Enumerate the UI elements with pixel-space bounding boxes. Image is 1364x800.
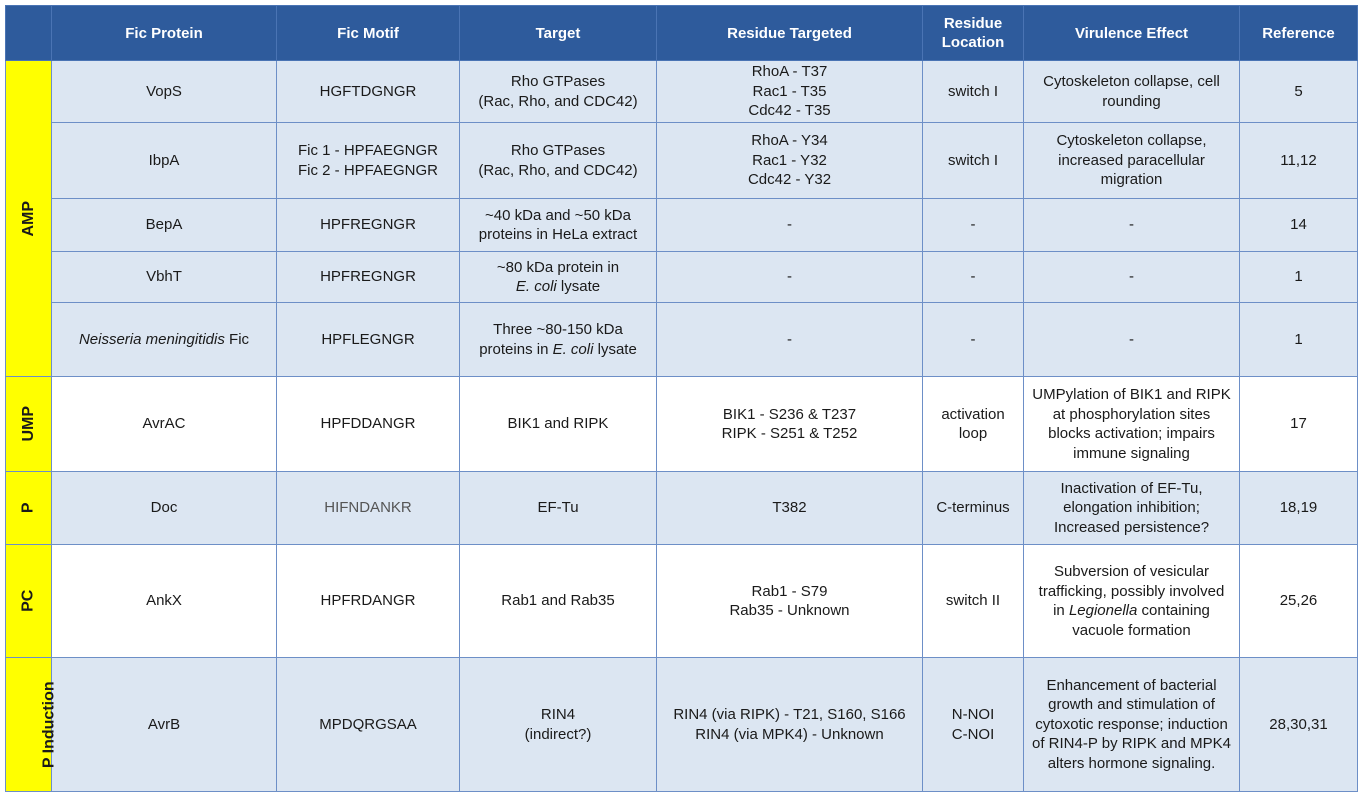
cell-effect: Subversion of vesicular trafficking, possibly involved in Legionella containing vacuole formation <box>1024 545 1240 658</box>
cell-reference: 28,30,31 <box>1240 658 1358 792</box>
cell-motif: HIFNDANKR <box>277 472 460 545</box>
cell-location: switch I <box>923 61 1024 123</box>
header-residue-location: Residue Location <box>923 6 1024 61</box>
cell-target: Rho GTPases (Rac, Rho, and CDC42) <box>460 123 657 199</box>
header-corner <box>6 6 52 61</box>
cell-reference: 11,12 <box>1240 123 1358 199</box>
fic-protein-table <box>5 5 1358 792</box>
cell-residue: Rab1 - S79 Rab35 - Unknown <box>657 545 923 658</box>
cell-location: - <box>923 199 1024 252</box>
cell-location: switch I <box>923 123 1024 199</box>
group-label-amp: AMP <box>6 61 52 377</box>
cell-target: BIK1 and RIPK <box>460 377 657 472</box>
table-row <box>6 658 1358 792</box>
cell-effect: - <box>1024 303 1240 377</box>
cell-motif: HPFDDANGR <box>277 377 460 472</box>
group-label-p-induction: P Induction <box>6 658 52 792</box>
cell-protein: AnkX <box>52 545 277 658</box>
cell-effect: UMPylation of BIK1 and RIPK at phosphorylation sites blocks activation; impairs immune signaling <box>1024 377 1240 472</box>
cell-target: RIN4 (indirect?) <box>460 658 657 792</box>
cell-residue: - <box>657 252 923 303</box>
cell-residue: - <box>657 303 923 377</box>
cell-effect: - <box>1024 199 1240 252</box>
cell-target: ~40 kDa and ~50 kDa proteins in HeLa extract <box>460 199 657 252</box>
cell-location: - <box>923 252 1024 303</box>
cell-motif: MPDQRGSAA <box>277 658 460 792</box>
cell-motif: HPFRDANGR <box>277 545 460 658</box>
group-label-pc: PC <box>6 545 52 658</box>
table-row <box>6 252 1358 303</box>
header-virulence-effect: Virulence Effect <box>1024 6 1240 61</box>
table-row <box>6 123 1358 199</box>
cell-residue: - <box>657 199 923 252</box>
cell-motif: Fic 1 - HPFAEGNGR Fic 2 - HPFAEGNGR <box>277 123 460 199</box>
table-row <box>6 545 1358 658</box>
cell-location: - <box>923 303 1024 377</box>
cell-target: Rho GTPases (Rac, Rho, and CDC42) <box>460 61 657 123</box>
cell-protein: Doc <box>52 472 277 545</box>
cell-target: Rab1 and Rab35 <box>460 545 657 658</box>
cell-location: N-NOI C-NOI <box>923 658 1024 792</box>
cell-reference: 17 <box>1240 377 1358 472</box>
cell-effect: - <box>1024 252 1240 303</box>
header-fic-protein: Fic Protein <box>52 6 277 61</box>
cell-reference: 1 <box>1240 252 1358 303</box>
cell-effect: Cytoskeleton collapse, increased paracellular migration <box>1024 123 1240 199</box>
table-row <box>6 303 1358 377</box>
table-row <box>6 199 1358 252</box>
cell-target: Three ~80-150 kDa proteins in E. coli lysate <box>460 303 657 377</box>
cell-motif: HPFREGNGR <box>277 199 460 252</box>
cell-protein: BepA <box>52 199 277 252</box>
cell-location: switch II <box>923 545 1024 658</box>
cell-protein: IbpA <box>52 123 277 199</box>
cell-motif: HPFLEGNGR <box>277 303 460 377</box>
group-label-p: P <box>6 472 52 545</box>
cell-reference: 5 <box>1240 61 1358 123</box>
header-fic-motif: Fic Motif <box>277 6 460 61</box>
header-reference: Reference <box>1240 6 1358 61</box>
header-residue-targeted: Residue Targeted <box>657 6 923 61</box>
cell-effect: Inactivation of EF-Tu, elongation inhibition; Increased persistence? <box>1024 472 1240 545</box>
cell-location: C-terminus <box>923 472 1024 545</box>
cell-residue: RhoA - T37 Rac1 - T35 Cdc42 - T35 <box>657 61 923 123</box>
cell-effect: Cytoskeleton collapse, cell rounding <box>1024 61 1240 123</box>
cell-residue: RhoA - Y34 Rac1 - Y32 Cdc42 - Y32 <box>657 123 923 199</box>
cell-location: activation loop <box>923 377 1024 472</box>
group-label-ump: UMP <box>6 377 52 472</box>
cell-protein: AvrB <box>52 658 277 792</box>
cell-reference: 25,26 <box>1240 545 1358 658</box>
cell-protein: Neisseria meningitidis Fic <box>52 303 277 377</box>
cell-reference: 1 <box>1240 303 1358 377</box>
cell-residue: RIN4 (via RIPK) - T21, S160, S166 RIN4 (via MPK4) - Unknown <box>657 658 923 792</box>
cell-protein: VbhT <box>52 252 277 303</box>
cell-motif: HPFREGNGR <box>277 252 460 303</box>
cell-reference: 18,19 <box>1240 472 1358 545</box>
cell-effect: Enhancement of bacterial growth and stimulation of cytoxotic response; induction of RIN4-P by RIPK and MPK4 alters hormone signaling. <box>1024 658 1240 792</box>
table-row <box>6 377 1358 472</box>
cell-target: EF-Tu <box>460 472 657 545</box>
cell-residue: BIK1 - S236 & T237 RIPK - S251 & T252 <box>657 377 923 472</box>
cell-target: ~80 kDa protein in E. coli lysate <box>460 252 657 303</box>
fic-protein-table-container <box>5 5 1358 792</box>
cell-protein: VopS <box>52 61 277 123</box>
header-row <box>6 6 1358 61</box>
cell-reference: 14 <box>1240 199 1358 252</box>
table-row <box>6 472 1358 545</box>
header-target: Target <box>460 6 657 61</box>
cell-motif: HGFTDGNGR <box>277 61 460 123</box>
cell-residue: T382 <box>657 472 923 545</box>
cell-protein: AvrAC <box>52 377 277 472</box>
table-row <box>6 61 1358 123</box>
